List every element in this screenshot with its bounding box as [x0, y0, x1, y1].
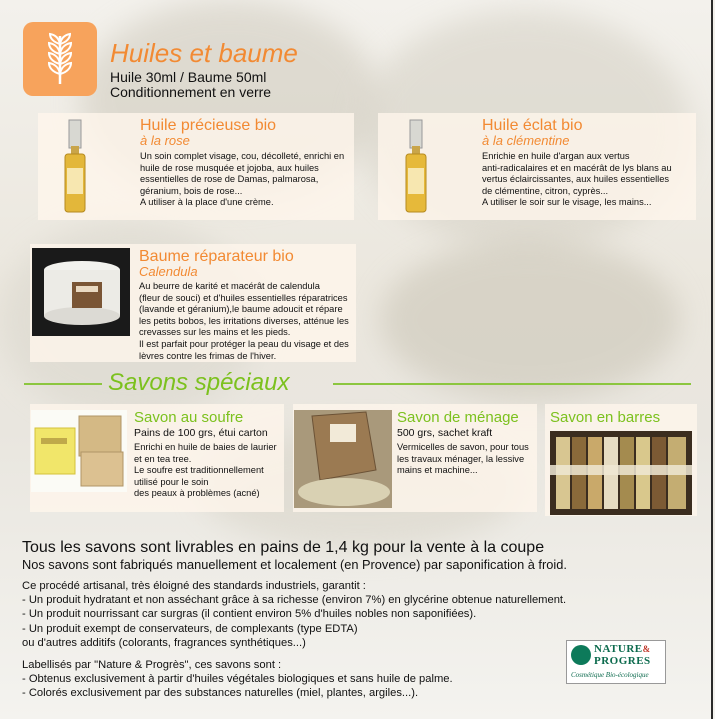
section-divider-left [24, 383, 102, 385]
header-line-1: Huile 30ml / Baume 50ml [110, 69, 267, 85]
soap-title: Savon au soufre [134, 409, 244, 426]
bottom-lead: Tous les savons sont livrables en pains de 1,4 kg pour la vente à la coupe [22, 539, 545, 556]
product-subtitle: à la clémentine [482, 133, 570, 148]
leaf-icon [571, 645, 591, 665]
product-description: Enrichie en huile d'argan aux vertus anti-radicalaires et en macérât de lys blans au vertus éclaircissantes, aux huiles essentielles de clémentine, citron, cyprès... A utiliser le soir sur le visage, les mains... [482, 151, 672, 208]
product-title: Huile éclat bio [482, 117, 583, 134]
soap-title: Savon de ménage [397, 409, 519, 426]
product-subtitle: à la rose [140, 133, 190, 148]
logo-line-1: NATURE& [594, 643, 651, 655]
process-guarantees: Ce procédé artisanal, très éloigné des standards industriels, garantit : - Un produit hydratant et non asséchant grâce à sa richesse (environ 7%) en glycérine obtenue naturellement. - Un produit nourrissant car surgras (il contient environ 5% d'huiles nobles non saponifiées). - Un produit exempt de conservateurs, de complexants (type EDTA) ou d'autres additifs (colorants, fragrances synthétiques...) [22, 580, 567, 649]
laundry-soap-image [294, 410, 392, 508]
product-description: Au beurre de karité et macérât de calendula (fleur de souci) et d'huiles essentielles réparatrices (lavande et géranium),le baume adoucit et répare les petits bobos, les irritations diverses, atténue les crevasses sur les mains et les pieds. Il est parfait pour protéger la peau du visage et des lèvres contre les frimas de l'hiver. [139, 281, 349, 361]
logo-line-2: PROGRES [594, 655, 651, 667]
nature-progres-logo [566, 640, 666, 684]
header-line-2: Conditionnement en verre [110, 84, 272, 100]
page-title: Huiles et baume [110, 38, 298, 68]
soap-description: Enrichi en huile de baies de laurier et en tea tree. Le soufre est traditionnellement utilisé pour le soin des peaux à problèmes (acné) [134, 442, 277, 499]
wheat-icon [23, 22, 97, 96]
product-title: Baume réparateur bio [139, 248, 294, 265]
balm-jar-image [32, 248, 130, 336]
header-subtitle [110, 70, 271, 100]
section-divider-right [333, 383, 691, 385]
soap-description: Vermicelles de savon, pour tous les travaux ménager, la lessive mains et machine... [397, 442, 529, 476]
rose-oil-bottle-image [52, 118, 98, 216]
section-title: Savons spéciaux [108, 369, 290, 396]
product-subtitle: Calendula [139, 264, 198, 279]
soap-title: Savon en barres [550, 409, 661, 426]
product-description: Un soin complet visage, cou, décolleté, enrichi en huile de rose musquée et jojoba, aux huiles essentielles de rose de Damas, palmarosa, géranium, bois de rose... A utiliser à la place d'une crème. [140, 151, 345, 208]
sulfur-soap-image [31, 410, 127, 492]
product-title: Huile précieuse bio [140, 117, 277, 134]
soap-subtitle: Pains de 100 grs, étui carton [134, 427, 268, 439]
bottom-lead-2: Nos savons sont fabriqués manuellement et localement (en Provence) par saponification à froid. [22, 557, 567, 572]
logo-line-3: Cosmétique Bio-écologique [571, 671, 649, 679]
clementine-oil-bottle-image [393, 118, 439, 216]
soap-bars-image [550, 431, 692, 515]
label-guarantees: Labellisés par "Nature & Progrès", ces savons sont : - Obtenus exclusivement à partir d'huiles végétales biologiques et sans huile de palme. - Colorés exclusivement par des substances naturelles (miel, plantes, argiles...). [22, 659, 453, 700]
soap-subtitle: 500 grs, sachet kraft [397, 427, 493, 439]
